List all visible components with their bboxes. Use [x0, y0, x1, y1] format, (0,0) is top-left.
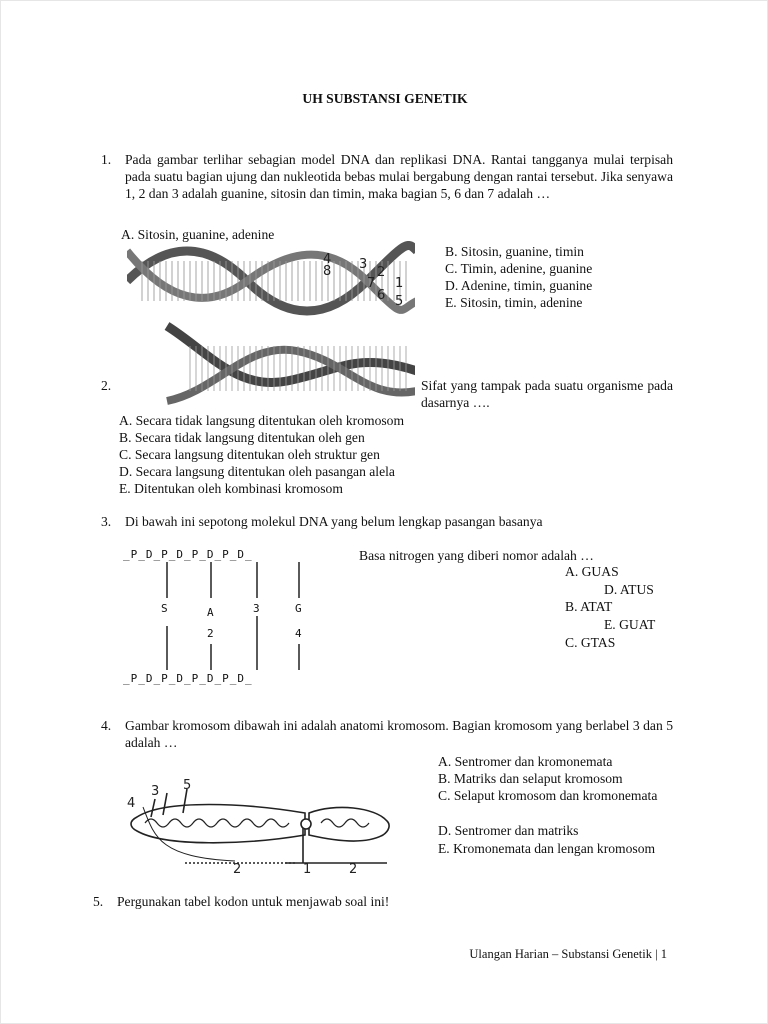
q4-text: Gambar kromosom dibawah ini adalah anatomi kromosom. Bagian kromosom yang berlabel 3 dan 5 adalah … — [125, 718, 673, 750]
q1-option-c: C. Timin, adenine, guanine — [445, 261, 593, 276]
dna-label-6: 6 — [377, 288, 386, 303]
chromosome-figure — [125, 777, 397, 877]
q4-option-d: D. Sentromer dan matriks — [438, 823, 579, 838]
base-label-1: S — [161, 602, 168, 615]
page-footer: Ulangan Harian – Substansi Genetik | 1 — [469, 947, 667, 961]
base-number-2: 2 — [207, 627, 214, 640]
q2-number: 2. — [101, 378, 112, 393]
page-title: UH SUBSTANSI GENETIK — [302, 91, 468, 106]
base-label-3: 3 — [253, 602, 260, 615]
q5-text: Pergunakan tabel kodon untuk menjawab soal ini! — [117, 894, 390, 909]
q3-option-c: C. GTAS — [565, 635, 616, 650]
q3-prompt: Basa nitrogen yang diberi nomor adalah … — [359, 548, 594, 563]
chromosome-label-3: 3 — [151, 784, 160, 799]
dna-label-3: 3 — [359, 257, 368, 272]
chromosome-label-2-right: 2 — [349, 862, 358, 877]
chromosome-label-5: 5 — [183, 778, 192, 793]
q3-number: 3. — [101, 514, 112, 529]
q1-option-a: A. Sitosin, guanine, adenine — [121, 227, 275, 242]
chromosome-label-4: 4 — [127, 796, 136, 811]
base-number-4: 4 — [295, 627, 302, 640]
q2-option-d: D. Secara langsung ditentukan oleh pasangan alela — [119, 464, 395, 479]
dna-label-4: 4 — [323, 252, 332, 267]
q2-option-e: E. Ditentukan oleh kombinasi kromosom — [119, 481, 343, 496]
q1-number: 1. — [101, 152, 112, 167]
dna-label-8: 8 — [323, 264, 332, 279]
chromosome-label-2-left: 2 — [233, 862, 242, 877]
q2-option-b: B. Secara tidak langsung ditentukan oleh gen — [119, 430, 365, 445]
q1-text: Pada gambar terlihar sebagian model DNA dan replikasi DNA. Rantai tangganya mulai terpisah pada suatu bagian ujung dan nukleotida bebas mulai bergabung dengan rantai tersebut. Jika senyawa 1, 2 dan 3 adalah guanine, sitosin dan timin, maka bagian 5, 6 dan 7 adalah … — [125, 152, 673, 201]
q2-option-a: A. Secara tidak langsung ditentukan oleh kromosom — [119, 413, 405, 428]
dna-label-7: 7 — [367, 276, 376, 291]
q4-option-b: B. Matriks dan selaput kromosom — [438, 771, 623, 786]
q4-number: 4. — [101, 718, 112, 733]
q3-option-e: E. GUAT — [604, 617, 656, 632]
dna-strand-figure — [123, 546, 333, 691]
base-label-4: G — [295, 602, 302, 615]
q3-option-b: B. ATAT — [565, 599, 613, 614]
dna-replication-figure — [127, 241, 415, 409]
q3-option-a: A. GUAS — [565, 564, 619, 579]
base-label-2: A — [207, 606, 214, 619]
q5-number: 5. — [93, 894, 104, 909]
dna-bottom-strand: _P_D_P_D_P_D_P_D_ — [123, 672, 253, 685]
q2-text: Sifat yang tampak pada suatu organisme pada dasarnya …. — [421, 378, 673, 410]
dna-label-1: 1 — [395, 276, 404, 291]
chromosome-label-1: 1 — [303, 862, 312, 877]
q3-text: Di bawah ini sepotong molekul DNA yang belum lengkap pasangan basanya — [125, 514, 543, 529]
q4-option-a: A. Sentromer dan kromonemata — [438, 754, 613, 769]
q3-option-d: D. ATUS — [604, 582, 654, 597]
dna-label-2: 2 — [377, 265, 386, 280]
q4-option-c: C. Selaput kromosom dan kromonemata — [438, 788, 658, 803]
q1-option-d: D. Adenine, timin, guanine — [445, 278, 593, 293]
dna-label-5: 5 — [395, 294, 404, 309]
dna-top-strand: _P_D_P_D_P_D_P_D_ — [123, 548, 253, 561]
q1-option-e: E. Sitosin, timin, adenine — [445, 295, 583, 310]
q2-option-c: C. Secara langsung ditentukan oleh struktur gen — [119, 447, 380, 462]
q4-option-e: E. Kromonemata dan lengan kromosom — [438, 841, 656, 856]
q1-option-b: B. Sitosin, guanine, timin — [445, 244, 584, 259]
